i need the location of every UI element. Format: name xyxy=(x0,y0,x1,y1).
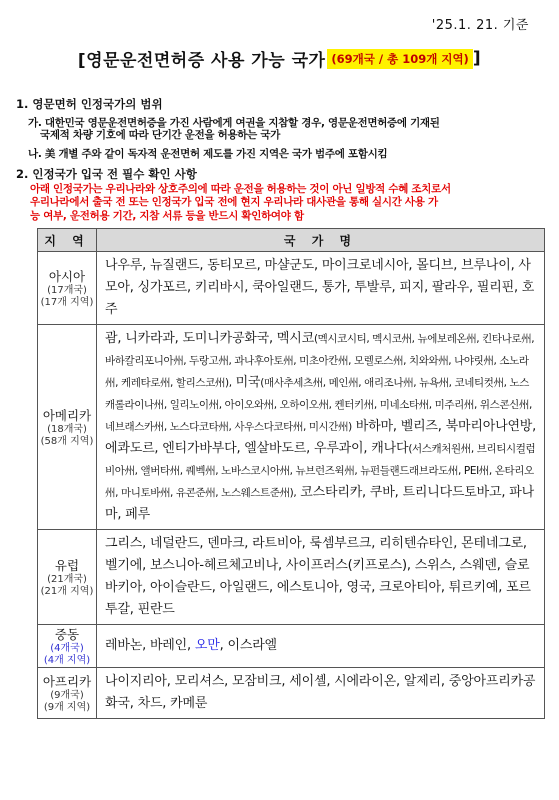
table-row-america xyxy=(38,325,545,530)
section-recognized-scope xyxy=(16,96,546,160)
countries-part: 바하마, 벨리즈, 북마리아나연방, 에콰도르, 엔티가바부다, 엘살바도르, 우루과이, 캐나다 xyxy=(105,419,537,456)
notice-line: 우리나라에서 출국 전 또는 인정국가 입국 전에 현지 우리나라 대사관을 통해 실시간 사용 가 xyxy=(30,196,438,209)
region-area-count: (4개 지역) xyxy=(43,655,91,666)
section1-heading: 1. 영문면허 인정국가의 범위 xyxy=(16,97,163,111)
region-cell xyxy=(38,530,97,625)
countries-part: 미국 xyxy=(231,375,261,390)
table-row-asia xyxy=(38,252,545,325)
title-text: [영문운전면허증 사용 가능 국가 xyxy=(77,51,326,71)
header-countries: 국 가 명 xyxy=(97,229,545,252)
region-name: 아메리카 xyxy=(42,408,92,423)
table-row-middle-east xyxy=(38,625,545,668)
region-country-count: (9개국) xyxy=(50,690,84,701)
region-name: 중동 xyxy=(54,627,80,642)
countries-cell: 나이지리아, 모리셔스, 모잠비크, 세이셸, 시에라이온, 알제리, 중앙아프리카공화국, 차드, 카메룬 xyxy=(97,668,545,719)
countries-cell: 그리스, 네덜란드, 덴마크, 라트비아, 룩셈부르크, 리히텐슈타인, 몬테네그로, 벨기에, 보스니아-헤르체고비나, 사이프러스(키프로스), 스위스, 스웨덴, 슬로바키아, 아이슬란드, 아일랜드, 에스토니아, 영국, 크로아티아, 튀르키예, 포르투갈, 핀란드 xyxy=(97,530,545,625)
region-country-count: (4개국) xyxy=(50,643,84,654)
countries-highlight: 오만 xyxy=(194,638,220,653)
countries-part: 코스타리카, 쿠바, 트리니다드토바고, 파나마, 페루 xyxy=(105,485,534,522)
reference-date: '25.1. 21. 기준 xyxy=(431,18,529,33)
title-count-badge: (69개국 / 총 109개 지역) xyxy=(327,49,472,69)
countries-states: (서스캐처원州, 브리티시컬럼비아州, 앨버타州, 퀘벡州, 노바스코시아州, 뉴브런즈윅州, 뉴펀들랜드래브라도州, PEI州, 온타리오州, 마니토바州, 유콘준州, 노스웨스트준州), xyxy=(105,443,536,499)
header-region: 지 역 xyxy=(38,229,97,252)
table-row-africa xyxy=(38,668,545,719)
region-area-count: (17개 지역) xyxy=(40,297,94,308)
countries-cell: 나우루, 뉴질랜드, 동티모르, 마샬군도, 마이크로네시아, 몰디브, 브루나이, 사모아, 싱가포르, 키리바시, 쿡아일랜드, 통가, 투발루, 피지, 팔라우, 필리핀, 호주 xyxy=(97,252,545,325)
section1-item-ga-line1: 가. 대한민국 영문운전면허증을 가진 사람에게 여권을 지참할 경우, 영문운전면허증에 기재된 xyxy=(28,117,440,129)
region-area-count: (58개 지역) xyxy=(40,436,94,447)
region-area-count: (9개 지역) xyxy=(43,702,91,713)
table-header-row xyxy=(38,229,545,252)
country-table xyxy=(37,228,545,719)
region-cell xyxy=(38,252,97,325)
countries-states: (매사추세츠州, 메인州, 애리조나州, 뉴욕州, 코네티컷州, 노스캐롤라이나州, 일리노이州, 아이오와州, 오하이오州, 켄터키州, 미네소타州, 미주리州, 위스콘신州, 네브래스카州, 노스다코타州, 사우스다코타州, 미시간州) xyxy=(105,377,532,433)
warning-notice xyxy=(30,183,545,223)
section1-item-ga-line2: 국제적 차량 기호에 따라 단기간 운전을 허용하는 국가 xyxy=(40,129,281,141)
section2-heading: 2. 인정국가 입국 전 필수 확인 사항 xyxy=(16,167,197,181)
region-name: 아시아 xyxy=(48,269,86,284)
countries-states: (멕시코시티, 멕시코州, 뉴에보레온州, 킨타나로州, 바하칼리포니아州, 두랑고州, 과나후아토州, 미초아칸州, 모렐로스州, 치와와州, 나야릿州, 소노라州, 케레타로州, 할리스코州), xyxy=(105,333,535,389)
section-pre-entry-check xyxy=(16,166,546,182)
countries-cell xyxy=(97,325,545,530)
notice-line: 능 여부, 운전허용 기간, 지참 서류 등을 반드시 확인하여야 함 xyxy=(30,209,304,222)
countries-part: 괌, 니카라과, 도미니카공화국, 멕시코 xyxy=(105,331,314,346)
countries-part: , 이스라엘 xyxy=(219,638,277,653)
notice-line: 아래 인정국가는 우리나라와 상호주의에 따라 운전을 허용하는 것이 아닌 일방적 수혜 조치로서 xyxy=(30,183,451,195)
region-cell xyxy=(38,668,97,719)
table-row-europe xyxy=(38,530,545,625)
region-area-count: (21개 지역) xyxy=(40,586,94,597)
region-name: 아프리카 xyxy=(42,674,92,689)
countries-part: 레바논, 바레인, xyxy=(105,638,195,653)
region-country-count: (17개국) xyxy=(47,285,87,296)
title-close: ] xyxy=(472,48,482,69)
document-title xyxy=(0,46,559,71)
region-name: 유럽 xyxy=(54,558,80,573)
region-country-count: (21개국) xyxy=(47,574,87,585)
region-cell xyxy=(38,325,97,530)
section1-item-na: 나. 美 개별 주와 같이 독자적 운전면허 제도를 가진 지역은 국가 범주에 포함시킴 xyxy=(28,148,388,160)
region-cell xyxy=(38,625,97,668)
region-country-count: (18개국) xyxy=(47,424,87,435)
countries-cell xyxy=(97,625,545,668)
